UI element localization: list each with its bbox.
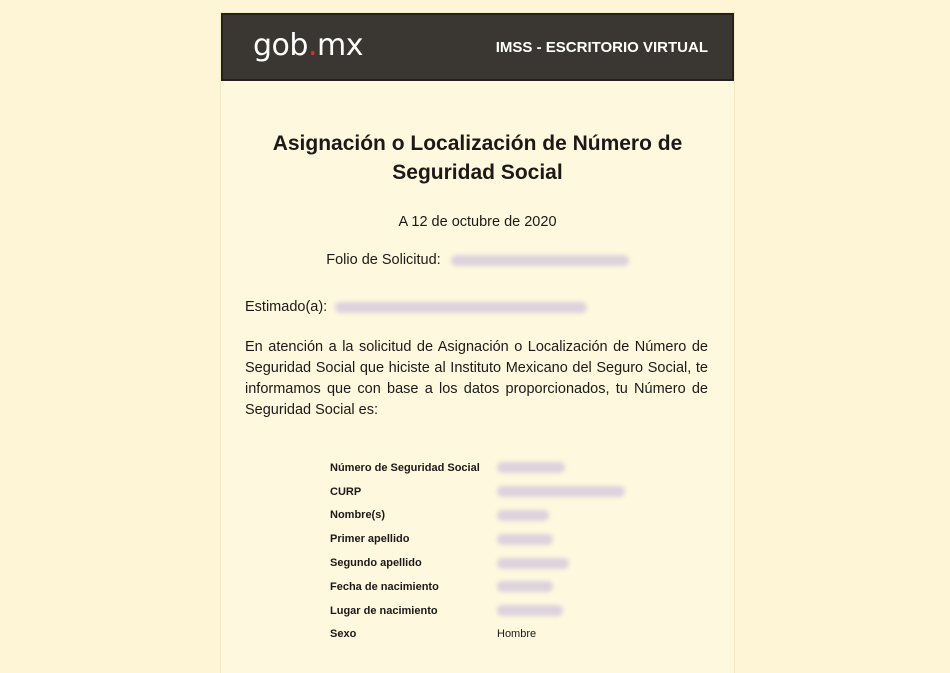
detail-value-sexo: Hombre bbox=[497, 628, 537, 641]
document-date: A 12 de octubre de 2020 bbox=[398, 214, 557, 230]
recipient-name-redacted bbox=[335, 302, 587, 313]
detail-value bbox=[497, 504, 625, 528]
details-row bbox=[330, 623, 625, 647]
redacted-value bbox=[497, 462, 565, 473]
gobmx-logo[interactable] bbox=[253, 28, 363, 63]
detail-value bbox=[497, 575, 625, 599]
detail-value bbox=[497, 527, 625, 551]
detail-label: Fecha de nacimiento bbox=[330, 580, 439, 593]
details-table bbox=[330, 456, 625, 646]
details-row bbox=[330, 599, 625, 623]
details-row bbox=[330, 456, 625, 480]
details-row bbox=[330, 575, 625, 599]
folio-line bbox=[221, 252, 734, 268]
detail-label: Sexo bbox=[330, 628, 357, 641]
details-row bbox=[330, 527, 625, 551]
folio-label: Folio de Solicitud: bbox=[326, 252, 441, 268]
detail-label: Lugar de nacimiento bbox=[330, 604, 438, 617]
detail-label: Nombre(s) bbox=[330, 509, 386, 522]
detail-value bbox=[497, 480, 625, 504]
greeting-label: Estimado(a): bbox=[245, 299, 328, 315]
detail-value bbox=[497, 551, 625, 575]
redacted-value bbox=[497, 558, 569, 569]
detail-value bbox=[497, 456, 625, 480]
detail-label: Segundo apellido bbox=[330, 557, 422, 570]
greeting-line bbox=[245, 299, 715, 315]
logo-dot: . bbox=[307, 28, 317, 63]
detail-value bbox=[497, 599, 625, 623]
redacted-value bbox=[497, 486, 625, 497]
redacted-value bbox=[497, 534, 553, 545]
document-sheet bbox=[221, 13, 734, 673]
details-row bbox=[330, 480, 625, 504]
detail-label: CURP bbox=[330, 485, 362, 498]
logo-main: gob bbox=[253, 28, 308, 63]
body-paragraph: En atención a la solicitud de Asignación o Localización de Número de Seguridad Social que hiciste al Instituto Mexicano del Seguro Social, te informamos que con base a los datos proporcionados, tu Número de Seguridad Social es: bbox=[245, 339, 708, 418]
detail-label: Primer apellido bbox=[330, 533, 410, 546]
redacted-value bbox=[497, 510, 549, 521]
detail-label: Número de Seguridad Social bbox=[330, 461, 480, 474]
logo-tld: mx bbox=[317, 28, 363, 63]
redacted-value bbox=[497, 605, 563, 616]
details-row bbox=[330, 551, 625, 575]
folio-redacted bbox=[451, 255, 629, 266]
document-title: Asignación o Localización de Número de Seguridad Social bbox=[272, 132, 683, 184]
details-row bbox=[330, 504, 625, 528]
redacted-value bbox=[497, 581, 553, 592]
site-header bbox=[221, 13, 734, 81]
header-section-title: IMSS - ESCRITORIO VIRTUAL bbox=[495, 39, 708, 56]
